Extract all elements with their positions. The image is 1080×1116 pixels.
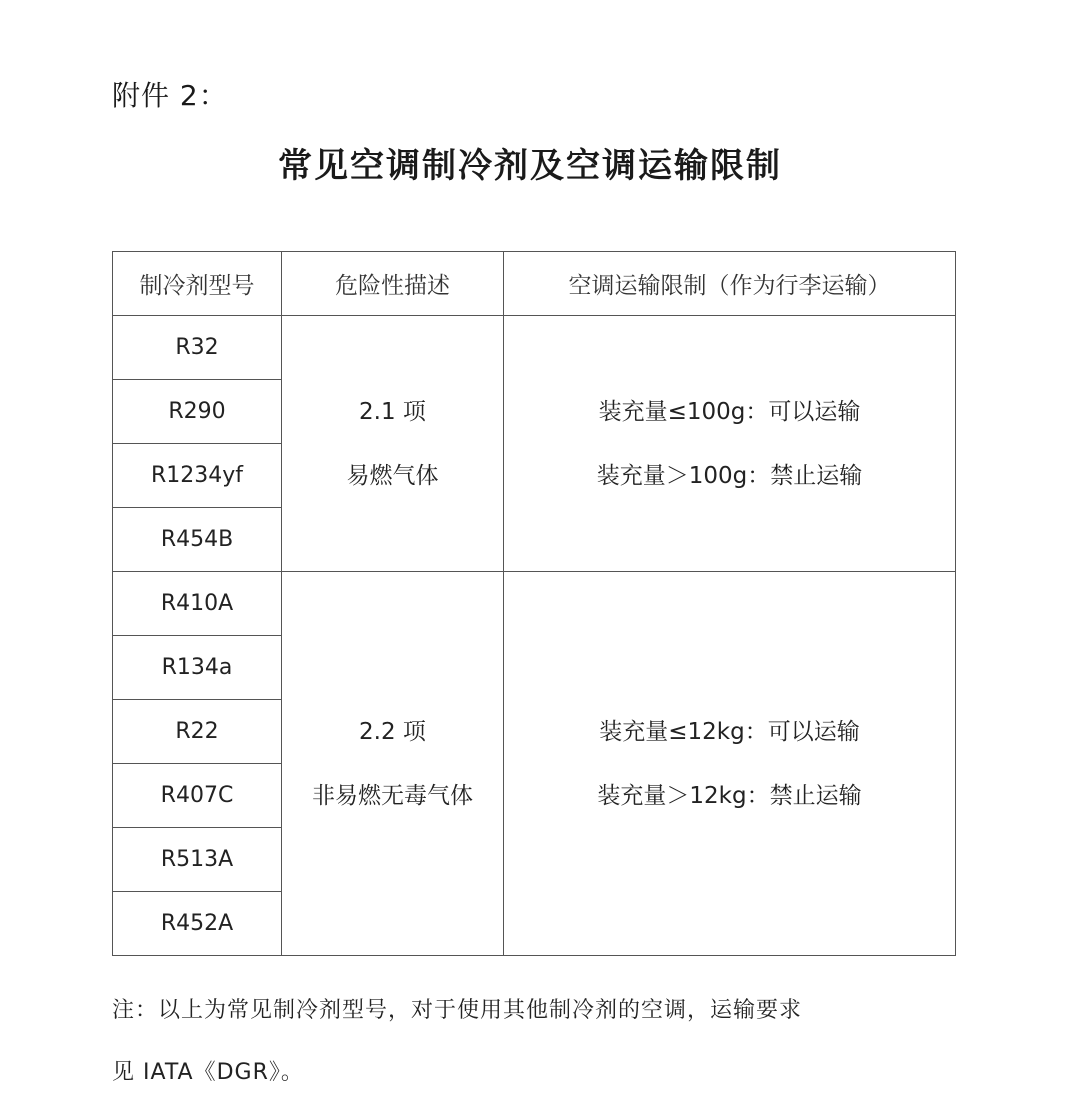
column-header-limit: 空调运输限制（作为行李运输） xyxy=(504,252,956,316)
transport-limit xyxy=(504,316,956,572)
column-header-hazard: 危险性描述 xyxy=(282,252,504,316)
refrigerant-model: R22 xyxy=(113,700,282,764)
footnote xyxy=(112,980,972,1104)
hazard-class: 2.2 项 xyxy=(359,718,426,745)
refrigerant-model: R513A xyxy=(113,828,282,892)
hazard-name: 易燃气体 xyxy=(346,462,439,489)
table-header-row xyxy=(113,252,956,316)
footnote-line-2: 见 IATA《DGR》。 xyxy=(112,1060,304,1085)
hazard-description xyxy=(282,572,504,956)
limit-forbidden: 装充量＞100g：禁止运输 xyxy=(596,462,863,489)
refrigerant-model: R134a xyxy=(113,636,282,700)
hazard-name: 非易燃无毒气体 xyxy=(312,782,473,809)
hazard-description xyxy=(282,316,504,572)
transport-limit xyxy=(504,572,956,956)
refrigerant-model: R32 xyxy=(113,316,282,380)
footnote-line-1: 注：以上为常见制冷剂型号，对于使用其他制冷剂的空调，运输要求 xyxy=(112,998,803,1023)
document-title: 常见空调制冷剂及空调运输限制 xyxy=(278,146,782,186)
limit-allowed: 装充量≤100g：可以运输 xyxy=(598,398,861,425)
refrigerant-model: R290 xyxy=(113,380,282,444)
limit-allowed: 装充量≤12kg：可以运输 xyxy=(599,718,860,745)
refrigerant-model: R454B xyxy=(113,508,282,572)
refrigerant-restriction-table xyxy=(112,251,956,956)
hazard-class: 2.1 项 xyxy=(359,398,426,425)
table-row xyxy=(113,572,956,636)
column-header-model: 制冷剂型号 xyxy=(113,252,282,316)
refrigerant-model: R410A xyxy=(113,572,282,636)
limit-forbidden: 装充量＞12kg：禁止运输 xyxy=(597,782,862,809)
table-row xyxy=(113,316,956,380)
refrigerant-model: R452A xyxy=(113,892,282,956)
refrigerant-model: R1234yf xyxy=(113,444,282,508)
refrigerant-model: R407C xyxy=(113,764,282,828)
attachment-label: 附件 2： xyxy=(112,79,228,112)
